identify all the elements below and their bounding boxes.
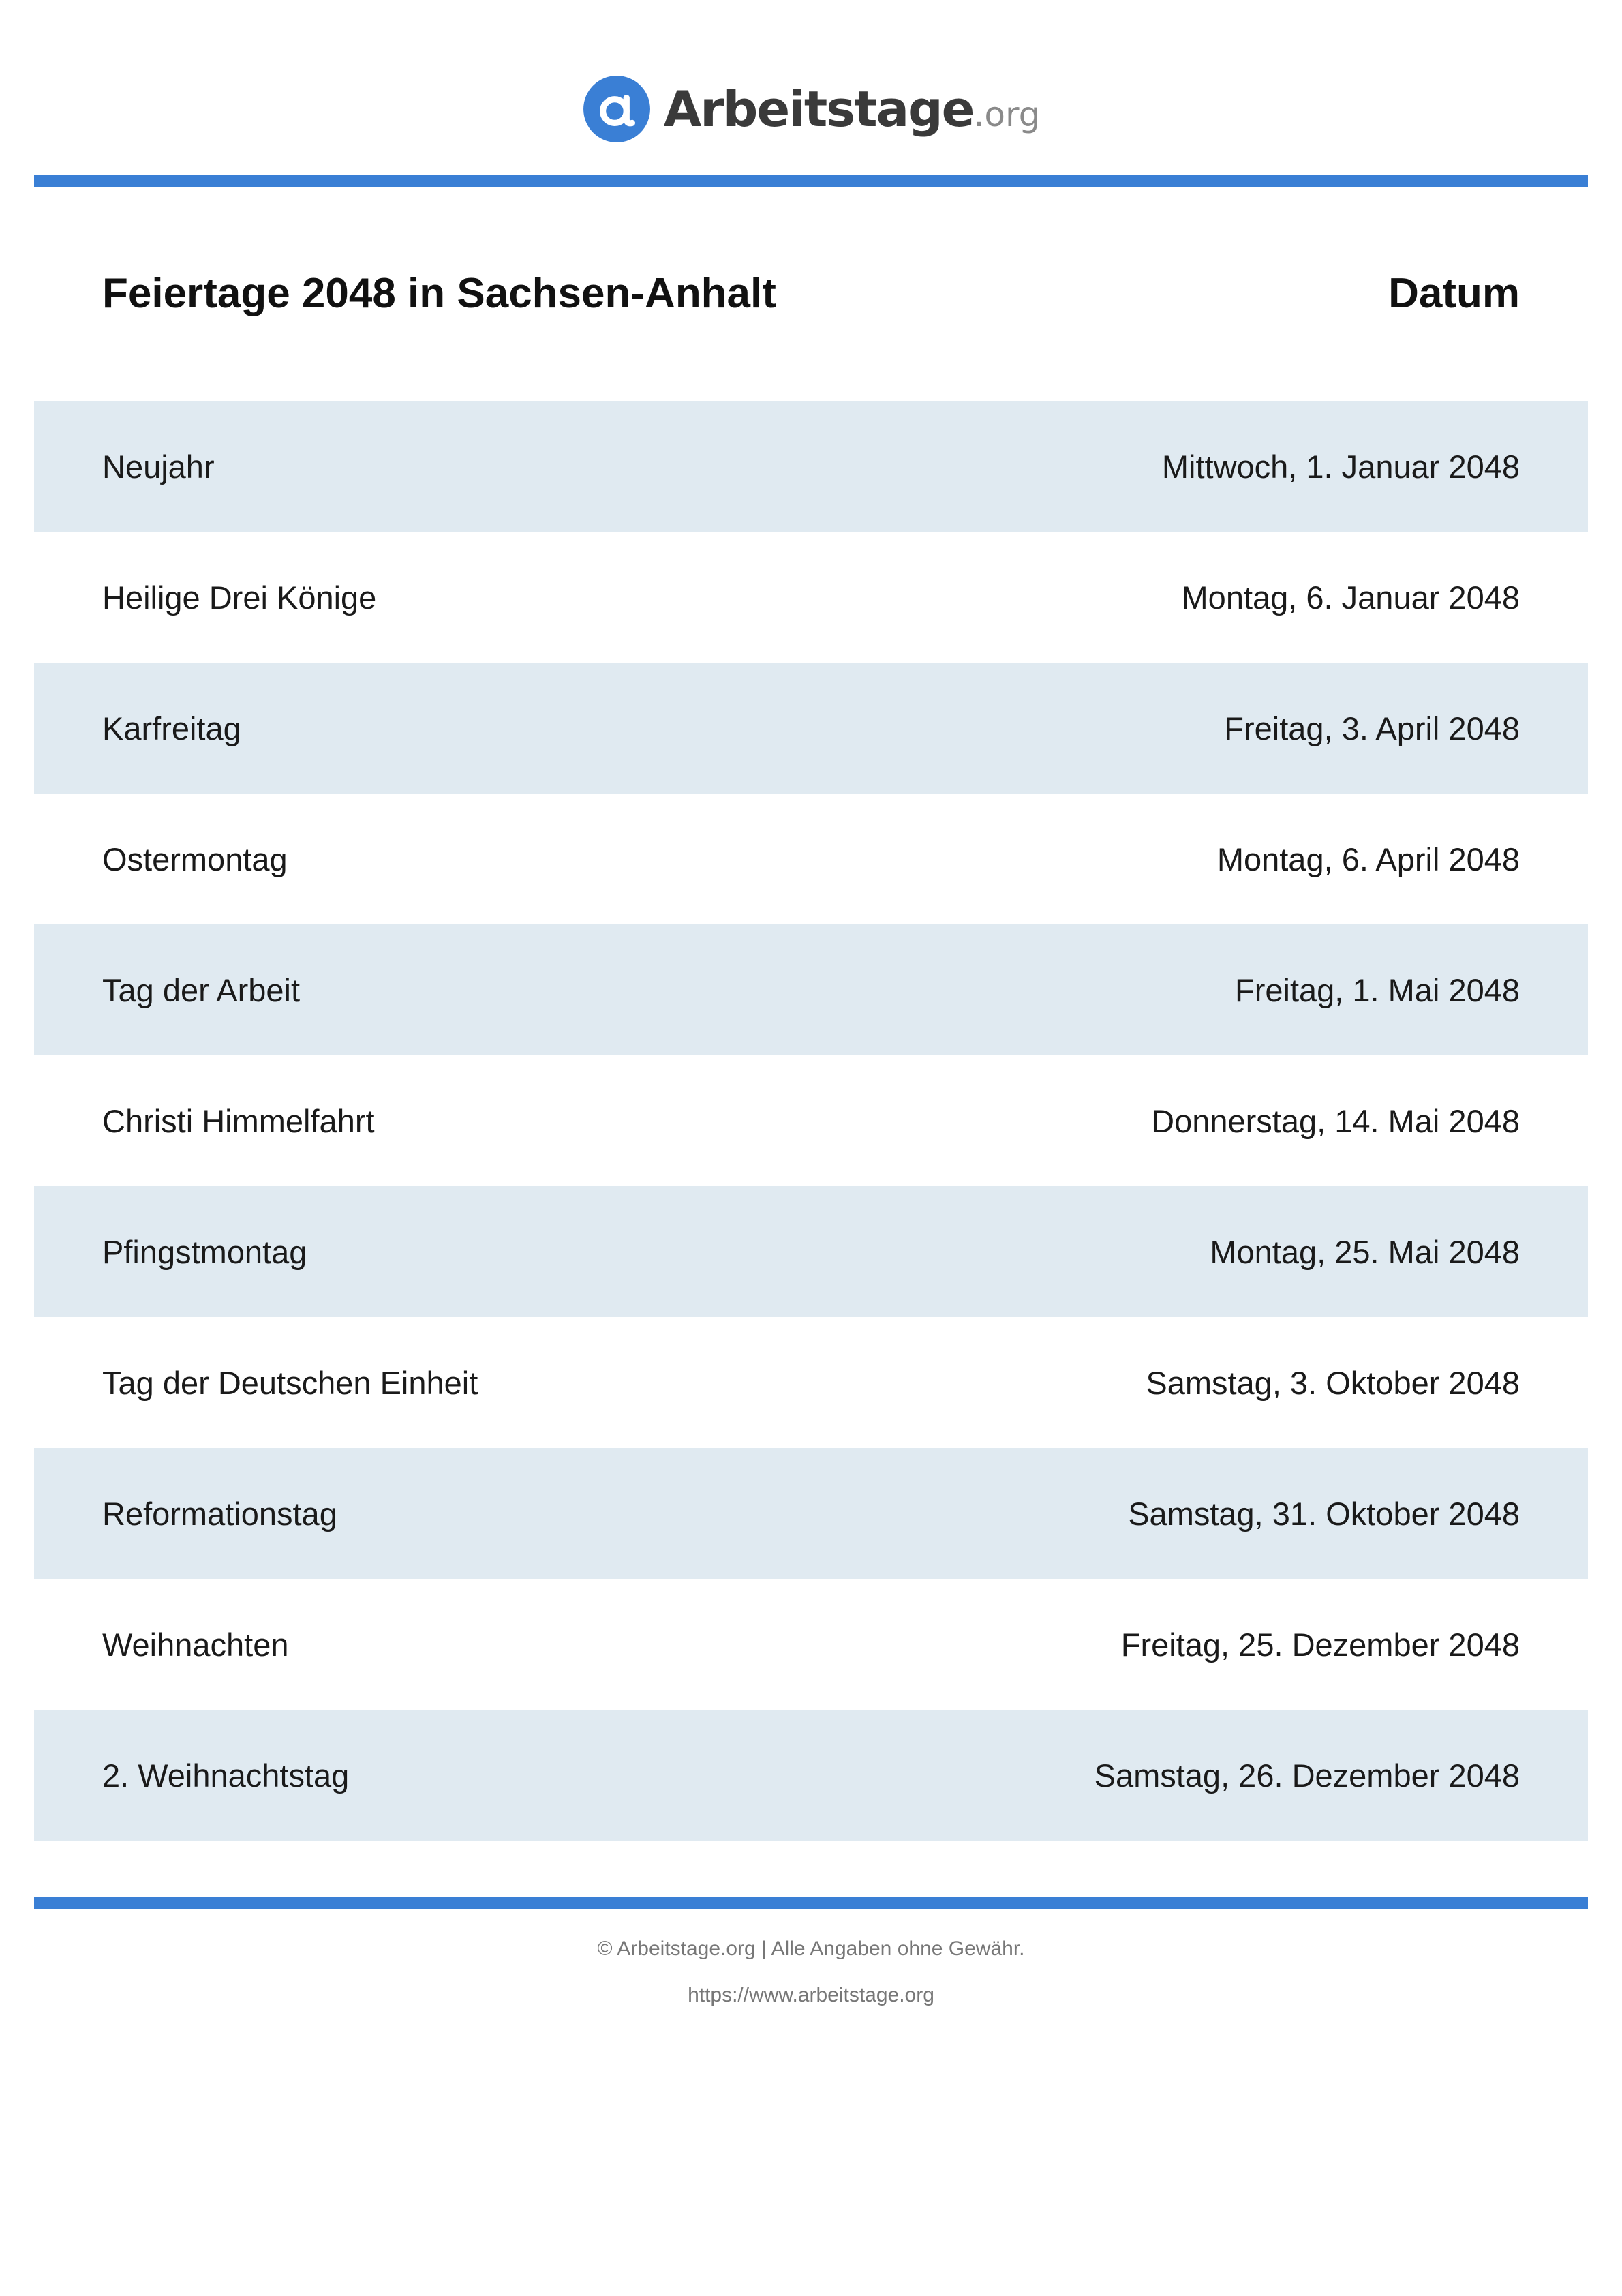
- table-row: [34, 1579, 1588, 1710]
- table-row: [34, 663, 1588, 794]
- holiday-name: Reformationstag: [102, 1495, 337, 1532]
- holiday-name: Heilige Drei Könige: [102, 579, 377, 616]
- bottom-divider: [34, 1897, 1588, 1909]
- holiday-name: Tag der Deutschen Einheit: [102, 1364, 478, 1401]
- at-sign-logo-icon: [582, 74, 652, 144]
- holiday-name: Neujahr: [102, 448, 215, 485]
- holiday-date: Freitag, 25. Dezember 2048: [1120, 1626, 1520, 1663]
- top-divider: [34, 175, 1588, 187]
- date-column-header: Datum: [1388, 269, 1520, 317]
- table-row: [34, 1710, 1588, 1841]
- holiday-date: Mittwoch, 1. Januar 2048: [1161, 448, 1520, 485]
- holiday-name: Christi Himmelfahrt: [102, 1102, 375, 1139]
- table-row: [34, 532, 1588, 663]
- holiday-date: Montag, 6. Januar 2048: [1181, 579, 1520, 616]
- table-row: [34, 794, 1588, 924]
- holiday-name: Tag der Arbeit: [102, 971, 301, 1008]
- holiday-name: Pfingstmontag: [102, 1233, 307, 1270]
- brand-logo: [0, 72, 1622, 147]
- holiday-date: Samstag, 3. Oktober 2048: [1146, 1364, 1520, 1401]
- table-title: Feiertage 2048 in Sachsen-Anhalt: [102, 269, 776, 317]
- table-row: [34, 1186, 1588, 1317]
- holiday-name: Weihnachten: [102, 1626, 289, 1663]
- footer-copyright: © Arbeitstage.org | Alle Angaben ohne Gewähr.: [597, 1937, 1025, 1960]
- holiday-name: Karfreitag: [102, 710, 241, 746]
- table-row: [34, 924, 1588, 1055]
- table-row: [34, 1317, 1588, 1448]
- holiday-name: 2. Weihnachtstag: [102, 1757, 350, 1794]
- holiday-date: Montag, 25. Mai 2048: [1210, 1233, 1520, 1270]
- table-row: [34, 401, 1588, 532]
- table-row: [34, 1055, 1588, 1186]
- table-row: [34, 1448, 1588, 1579]
- footer-url[interactable]: https://www.arbeitstage.org: [688, 1984, 934, 2006]
- holiday-date: Samstag, 31. Oktober 2048: [1128, 1495, 1520, 1532]
- holiday-table: [34, 401, 1588, 1841]
- brand-name: Arbeitstage.org: [663, 80, 1041, 138]
- holiday-date: Freitag, 1. Mai 2048: [1235, 971, 1520, 1008]
- brand-tld: .org: [973, 95, 1041, 134]
- table-header: [34, 252, 1588, 334]
- holiday-date: Freitag, 3. April 2048: [1224, 710, 1520, 746]
- holiday-date: Donnerstag, 14. Mai 2048: [1151, 1102, 1520, 1139]
- holiday-name: Ostermontag: [102, 841, 288, 877]
- holiday-date: Samstag, 26. Dezember 2048: [1094, 1757, 1520, 1794]
- holiday-date: Montag, 6. April 2048: [1216, 841, 1520, 877]
